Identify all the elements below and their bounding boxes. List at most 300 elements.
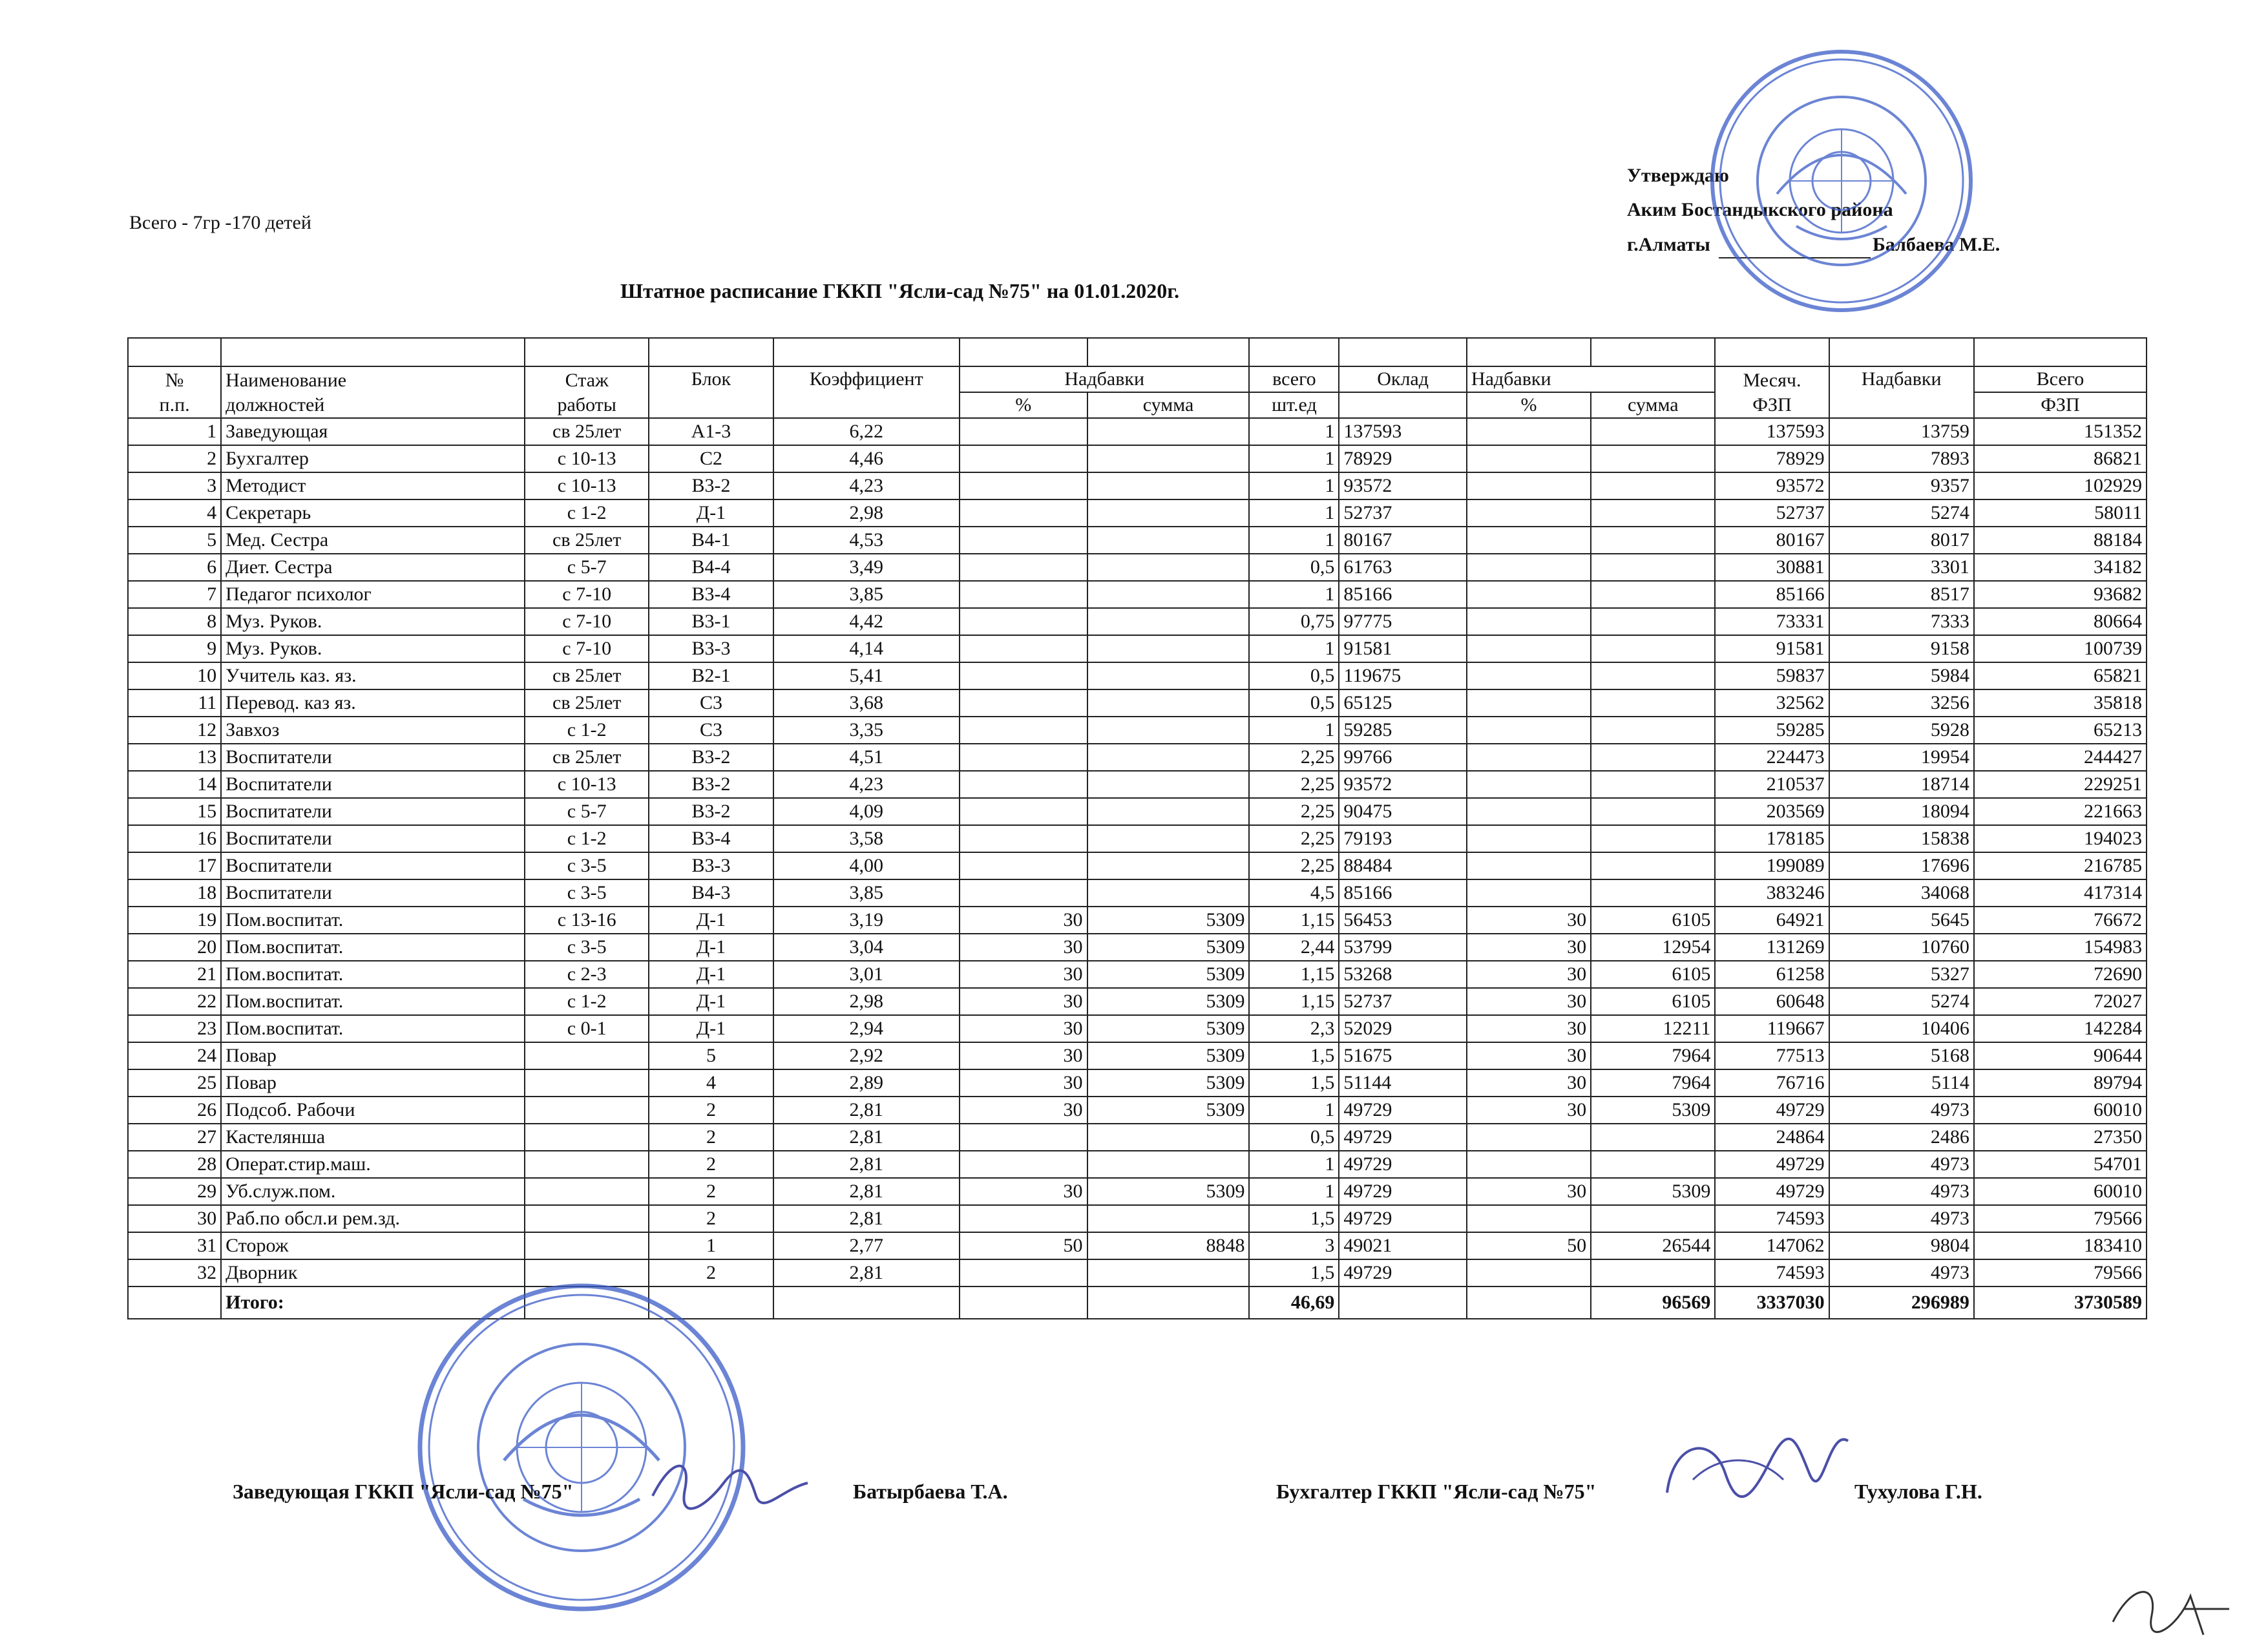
- block-cell: В3-2: [649, 798, 773, 825]
- coefficient-cell: 2,81: [773, 1151, 960, 1178]
- table-row: [128, 1124, 2147, 1151]
- monthly-fzp-cell: 78929: [1715, 445, 1829, 472]
- experience-cell: [525, 1205, 649, 1232]
- bonus-2-sum-cell: [1591, 879, 1715, 907]
- bonus-2-percent-cell: 30: [1467, 1097, 1591, 1124]
- header-bonus-1-percent: %: [960, 392, 1087, 418]
- bonus-2-sum-cell: [1591, 1205, 1715, 1232]
- bonus-2-percent-cell: 50: [1467, 1232, 1591, 1259]
- staff-units-cell: 0,75: [1249, 608, 1339, 635]
- row-number-cell: 27: [128, 1124, 221, 1151]
- row-number-cell: 21: [128, 961, 221, 988]
- row-number-cell: 29: [128, 1178, 221, 1205]
- total-cell-blank: [1467, 1287, 1591, 1319]
- bonus-cell: 10760: [1829, 934, 1974, 961]
- bonus-2-sum-cell: [1591, 608, 1715, 635]
- total-fzp-cell: 417314: [1974, 879, 2147, 907]
- salary-cell: 93572: [1339, 472, 1467, 499]
- bonus-percent-cell: [960, 825, 1087, 852]
- coefficient-cell: 4,23: [773, 771, 960, 798]
- row-number-cell: 9: [128, 635, 221, 662]
- bonus-percent-cell: 30: [960, 988, 1087, 1015]
- salary-cell: 49729: [1339, 1205, 1467, 1232]
- staff-units-cell: 2,3: [1249, 1015, 1339, 1042]
- bonus-sum-cell: [1087, 445, 1250, 472]
- table-row: [128, 717, 2147, 744]
- salary-cell: 85166: [1339, 879, 1467, 907]
- experience-cell: [525, 1042, 649, 1069]
- bonus-cell: 9158: [1829, 635, 1974, 662]
- table-row: [128, 418, 2147, 445]
- header-position: Наименование должностей: [221, 366, 525, 418]
- experience-cell: св 25лет: [525, 689, 649, 717]
- table-row: [128, 608, 2147, 635]
- bonus-sum-cell: 8848: [1087, 1232, 1250, 1259]
- bonus-sum-cell: [1087, 1205, 1250, 1232]
- staff-units-cell: 1,15: [1249, 988, 1339, 1015]
- total-fzp-cell: 79566: [1974, 1205, 2147, 1232]
- monthly-fzp-cell: 32562: [1715, 689, 1829, 717]
- bonus-sum-cell: [1087, 1151, 1250, 1178]
- staff-units-cell: 1,5: [1249, 1069, 1339, 1097]
- coefficient-cell: 2,94: [773, 1015, 960, 1042]
- bonus-cell: 4973: [1829, 1259, 1974, 1287]
- bonus-2-sum-cell: [1591, 1124, 1715, 1151]
- bonus-2-sum-cell: [1591, 554, 1715, 581]
- block-cell: В2-1: [649, 662, 773, 689]
- position-name-cell: Перевод. каз яз.: [221, 689, 525, 717]
- staff-units-cell: 2,25: [1249, 825, 1339, 852]
- bonus-sum-cell: [1087, 472, 1250, 499]
- monthly-fzp-cell: 91581: [1715, 635, 1829, 662]
- bonus-2-percent-cell: [1467, 581, 1591, 608]
- header-bonus-1-sum: сумма: [1087, 392, 1250, 418]
- total-fzp-cell: 221663: [1974, 798, 2147, 825]
- coefficient-cell: 2,98: [773, 499, 960, 527]
- footer-accountant-name: Тухулова Г.Н.: [1854, 1480, 1982, 1503]
- bonus-2-percent-cell: 30: [1467, 1042, 1591, 1069]
- total-cell-blank: [1087, 1287, 1250, 1319]
- total-cell-blank: [773, 1287, 960, 1319]
- bonus-percent-cell: [960, 717, 1087, 744]
- table-header-row-1: [128, 366, 2147, 392]
- bonus-percent-cell: [960, 1259, 1087, 1287]
- block-cell: 2: [649, 1205, 773, 1232]
- bonus-2-percent-cell: [1467, 472, 1591, 499]
- bonus-2-percent-cell: [1467, 635, 1591, 662]
- experience-cell: с 1-2: [525, 499, 649, 527]
- bonus-cell: 4973: [1829, 1151, 1974, 1178]
- row-number-cell: 25: [128, 1069, 221, 1097]
- salary-cell: 52737: [1339, 988, 1467, 1015]
- bonus-percent-cell: [960, 1124, 1087, 1151]
- salary-cell: 59285: [1339, 717, 1467, 744]
- coefficient-cell: 3,01: [773, 961, 960, 988]
- table-row: [128, 635, 2147, 662]
- position-name-cell: Методист: [221, 472, 525, 499]
- bonus-sum-cell: [1087, 825, 1250, 852]
- bonus-cell: 5984: [1829, 662, 1974, 689]
- row-number-cell: 3: [128, 472, 221, 499]
- bonus-cell: 18094: [1829, 798, 1974, 825]
- position-name-cell: Кастелянша: [221, 1124, 525, 1151]
- monthly-fzp-cell: 131269: [1715, 934, 1829, 961]
- bonus-2-sum-cell: [1591, 1259, 1715, 1287]
- salary-cell: 88484: [1339, 852, 1467, 879]
- bonus-sum-cell: 5309: [1087, 934, 1250, 961]
- bonus-2-sum-cell: [1591, 581, 1715, 608]
- monthly-fzp-cell: 73331: [1715, 608, 1829, 635]
- total-fzp-cell: 35818: [1974, 689, 2147, 717]
- total-fzp-cell: 154983: [1974, 934, 2147, 961]
- bonus-cell: 4973: [1829, 1178, 1974, 1205]
- position-name-cell: Пом.воспитат.: [221, 907, 525, 934]
- table-row: [128, 879, 2147, 907]
- bonus-sum-cell: [1087, 852, 1250, 879]
- bonus-2-sum-cell: [1591, 445, 1715, 472]
- row-number-cell: 22: [128, 988, 221, 1015]
- monthly-fzp-cell: 119667: [1715, 1015, 1829, 1042]
- coefficient-cell: 3,85: [773, 581, 960, 608]
- total-children-note: Всего - 7гр -170 детей: [129, 212, 311, 233]
- accountant-signature-icon: [1654, 1415, 1861, 1518]
- salary-cell: 65125: [1339, 689, 1467, 717]
- bonus-cell: 5928: [1829, 717, 1974, 744]
- bonus-cell: 13759: [1829, 418, 1974, 445]
- bonus-percent-cell: 30: [960, 1178, 1087, 1205]
- bonus-sum-cell: [1087, 879, 1250, 907]
- bonus-cell: 9804: [1829, 1232, 1974, 1259]
- coefficient-cell: 4,46: [773, 445, 960, 472]
- row-number-cell: 30: [128, 1205, 221, 1232]
- staff-units-cell: 1: [1249, 581, 1339, 608]
- coefficient-cell: 2,77: [773, 1232, 960, 1259]
- block-cell: Д-1: [649, 1015, 773, 1042]
- bonus-2-percent-cell: [1467, 527, 1591, 554]
- staff-units-cell: 1: [1249, 445, 1339, 472]
- block-cell: 2: [649, 1151, 773, 1178]
- row-number-cell: 19: [128, 907, 221, 934]
- block-cell: В4-1: [649, 527, 773, 554]
- monthly-fzp-cell: 93572: [1715, 472, 1829, 499]
- bonus-sum-cell: 5309: [1087, 1097, 1250, 1124]
- block-cell: В4-3: [649, 879, 773, 907]
- block-cell: А1-3: [649, 418, 773, 445]
- bonus-2-sum-cell: [1591, 798, 1715, 825]
- bonus-2-sum-cell: 6105: [1591, 907, 1715, 934]
- staff-units-cell: 1: [1249, 527, 1339, 554]
- block-cell: 2: [649, 1259, 773, 1287]
- total-bonus: 296989: [1829, 1287, 1974, 1319]
- block-cell: 2: [649, 1097, 773, 1124]
- block-cell: С2: [649, 445, 773, 472]
- bonus-2-sum-cell: [1591, 771, 1715, 798]
- bonus-cell: 4973: [1829, 1205, 1974, 1232]
- row-number-cell: 1: [128, 418, 221, 445]
- total-fzp-cell: 88184: [1974, 527, 2147, 554]
- position-name-cell: Пом.воспитат.: [221, 934, 525, 961]
- bonus-sum-cell: 5309: [1087, 1069, 1250, 1097]
- header-total-units: всего: [1249, 366, 1339, 392]
- experience-cell: с 1-2: [525, 988, 649, 1015]
- block-cell: В3-4: [649, 581, 773, 608]
- bonus-sum-cell: [1087, 744, 1250, 771]
- bonus-2-sum-cell: [1591, 852, 1715, 879]
- position-name-cell: Педагог психолог: [221, 581, 525, 608]
- bonus-cell: 5114: [1829, 1069, 1974, 1097]
- position-name-cell: Раб.по обсл.и рем.зд.: [221, 1205, 525, 1232]
- position-name-cell: Уб.служ.пом.: [221, 1178, 525, 1205]
- total-fzp-cell: 58011: [1974, 499, 2147, 527]
- bonus-cell: 8517: [1829, 581, 1974, 608]
- block-cell: Д-1: [649, 934, 773, 961]
- bonus-2-percent-cell: 30: [1467, 961, 1591, 988]
- monthly-fzp-cell: 199089: [1715, 852, 1829, 879]
- bonus-sum-cell: 5309: [1087, 988, 1250, 1015]
- total-fzp-cell: 194023: [1974, 825, 2147, 852]
- bonus-2-percent-cell: [1467, 689, 1591, 717]
- row-number-cell: 2: [128, 445, 221, 472]
- bonus-2-sum-cell: [1591, 717, 1715, 744]
- table-header-spacer-row: [128, 338, 2147, 366]
- bonus-2-percent-cell: [1467, 879, 1591, 907]
- total-cell-blank: [1339, 1287, 1467, 1319]
- coefficient-cell: 3,35: [773, 717, 960, 744]
- bonus-percent-cell: [960, 527, 1087, 554]
- salary-cell: 137593: [1339, 418, 1467, 445]
- total-grand: 3730589: [1974, 1287, 2147, 1319]
- experience-cell: с 3-5: [525, 934, 649, 961]
- staff-units-cell: 2,25: [1249, 771, 1339, 798]
- bonus-sum-cell: [1087, 608, 1250, 635]
- total-fzp-cell: 65213: [1974, 717, 2147, 744]
- bonus-2-percent-cell: [1467, 445, 1591, 472]
- staff-units-cell: 1: [1249, 1097, 1339, 1124]
- approval-name: Балбаева М.Е.: [1873, 234, 2000, 255]
- coefficient-cell: 3,85: [773, 879, 960, 907]
- block-cell: В3-4: [649, 825, 773, 852]
- table-row: [128, 662, 2147, 689]
- monthly-fzp-cell: 210537: [1715, 771, 1829, 798]
- total-fzp-cell: 102929: [1974, 472, 2147, 499]
- table-row: [128, 1042, 2147, 1069]
- bonus-percent-cell: [960, 418, 1087, 445]
- experience-cell: с 0-1: [525, 1015, 649, 1042]
- coefficient-cell: 4,42: [773, 608, 960, 635]
- bonus-percent-cell: 30: [960, 1069, 1087, 1097]
- table-row: [128, 1097, 2147, 1124]
- total-fzp-cell: 54701: [1974, 1151, 2147, 1178]
- monthly-fzp-cell: 61258: [1715, 961, 1829, 988]
- position-name-cell: Диет. Сестра: [221, 554, 525, 581]
- total-label: Итого:: [221, 1287, 525, 1319]
- bonus-sum-cell: [1087, 662, 1250, 689]
- total-cell-blank: [960, 1287, 1087, 1319]
- monthly-fzp-cell: 76716: [1715, 1069, 1829, 1097]
- coefficient-cell: 4,14: [773, 635, 960, 662]
- header-total-units-2: шт.ед: [1249, 392, 1339, 418]
- bonus-percent-cell: 30: [960, 961, 1087, 988]
- bonus-percent-cell: 30: [960, 934, 1087, 961]
- monthly-fzp-cell: 64921: [1715, 907, 1829, 934]
- bonus-sum-cell: 5309: [1087, 1178, 1250, 1205]
- row-number-cell: 14: [128, 771, 221, 798]
- monthly-fzp-cell: 80167: [1715, 527, 1829, 554]
- row-number-cell: 13: [128, 744, 221, 771]
- bonus-percent-cell: [960, 1151, 1087, 1178]
- bonus-2-sum-cell: 7964: [1591, 1042, 1715, 1069]
- block-cell: В4-4: [649, 554, 773, 581]
- bonus-2-percent-cell: 30: [1467, 934, 1591, 961]
- block-cell: В3-3: [649, 635, 773, 662]
- bonus-percent-cell: 30: [960, 907, 1087, 934]
- monthly-fzp-cell: 52737: [1715, 499, 1829, 527]
- total-fzp-cell: 80664: [1974, 608, 2147, 635]
- header-monthly-fzp: Месяч. ФЗП: [1715, 366, 1829, 418]
- block-cell: 2: [649, 1124, 773, 1151]
- table-row: [128, 907, 2147, 934]
- coefficient-cell: 3,49: [773, 554, 960, 581]
- header-number: № п.п.: [128, 366, 221, 418]
- approval-line-2: Аким Бостандыкского района: [1627, 199, 1893, 220]
- experience-cell: с 10-13: [525, 445, 649, 472]
- total-units: 46,69: [1249, 1287, 1339, 1319]
- bonus-2-sum-cell: 5309: [1591, 1178, 1715, 1205]
- total-fzp-cell: 76672: [1974, 907, 2147, 934]
- staff-units-cell: 2,25: [1249, 852, 1339, 879]
- table-row: [128, 689, 2147, 717]
- coefficient-cell: 4,53: [773, 527, 960, 554]
- block-cell: В3-2: [649, 744, 773, 771]
- staff-units-cell: 1,15: [1249, 961, 1339, 988]
- block-cell: Д-1: [649, 961, 773, 988]
- staff-units-cell: 2,44: [1249, 934, 1339, 961]
- bonus-percent-cell: [960, 852, 1087, 879]
- bonus-2-percent-cell: [1467, 1205, 1591, 1232]
- bonus-cell: 10406: [1829, 1015, 1974, 1042]
- bonus-sum-cell: 5309: [1087, 961, 1250, 988]
- bonus-2-percent-cell: 30: [1467, 1178, 1591, 1205]
- experience-cell: [525, 1232, 649, 1259]
- staff-units-cell: 1,5: [1249, 1205, 1339, 1232]
- experience-cell: св 25лет: [525, 744, 649, 771]
- position-name-cell: Учитель каз. яз.: [221, 662, 525, 689]
- row-number-cell: 6: [128, 554, 221, 581]
- bonus-2-sum-cell: 26544: [1591, 1232, 1715, 1259]
- salary-cell: 49729: [1339, 1151, 1467, 1178]
- bonus-2-percent-cell: [1467, 1124, 1591, 1151]
- bonus-cell: 15838: [1829, 825, 1974, 852]
- bonus-cell: 4973: [1829, 1097, 1974, 1124]
- row-number-cell: 8: [128, 608, 221, 635]
- bonus-cell: 17696: [1829, 852, 1974, 879]
- experience-cell: с 5-7: [525, 554, 649, 581]
- row-number-cell: 5: [128, 527, 221, 554]
- row-number-cell: 16: [128, 825, 221, 852]
- position-name-cell: Муз. Руков.: [221, 608, 525, 635]
- row-number-cell: 20: [128, 934, 221, 961]
- experience-cell: св 25лет: [525, 418, 649, 445]
- position-name-cell: Операт.стир.маш.: [221, 1151, 525, 1178]
- table-row: [128, 988, 2147, 1015]
- row-number-cell: 15: [128, 798, 221, 825]
- bonus-2-percent-cell: [1467, 1259, 1591, 1287]
- staff-units-cell: 1: [1249, 418, 1339, 445]
- total-fzp-cell: 93682: [1974, 581, 2147, 608]
- footer-accountant-label: Бухгалтер ГККП "Ясли-сад №75": [1276, 1480, 1597, 1503]
- staff-units-cell: 0,5: [1249, 554, 1339, 581]
- bonus-2-sum-cell: 5309: [1591, 1097, 1715, 1124]
- total-fzp-cell: 90644: [1974, 1042, 2147, 1069]
- staff-units-cell: 4,5: [1249, 879, 1339, 907]
- header-bonus-2-percent: %: [1467, 392, 1591, 418]
- position-name-cell: Бухгалтер: [221, 445, 525, 472]
- salary-cell: 79193: [1339, 825, 1467, 852]
- monthly-fzp-cell: 49729: [1715, 1178, 1829, 1205]
- coefficient-cell: 2,81: [773, 1124, 960, 1151]
- bonus-percent-cell: [960, 472, 1087, 499]
- experience-cell: с 3-5: [525, 879, 649, 907]
- monthly-fzp-cell: 383246: [1715, 879, 1829, 907]
- corner-initials-icon: [2106, 1570, 2236, 1641]
- coefficient-cell: 3,58: [773, 825, 960, 852]
- coefficient-cell: 4,09: [773, 798, 960, 825]
- bonus-2-sum-cell: [1591, 1151, 1715, 1178]
- bonus-cell: 3301: [1829, 554, 1974, 581]
- position-name-cell: Повар: [221, 1069, 525, 1097]
- row-number-cell: 18: [128, 879, 221, 907]
- bonus-cell: 5645: [1829, 907, 1974, 934]
- position-name-cell: Воспитатели: [221, 852, 525, 879]
- bonus-2-percent-cell: 30: [1467, 1069, 1591, 1097]
- head-signature-icon: [646, 1451, 814, 1522]
- position-name-cell: Мед. Сестра: [221, 527, 525, 554]
- bonus-cell: 2486: [1829, 1124, 1974, 1151]
- total-fzp-cell: 60010: [1974, 1097, 2147, 1124]
- coefficient-cell: 4,51: [773, 744, 960, 771]
- total-fzp-cell: 72690: [1974, 961, 2147, 988]
- staff-units-cell: 1: [1249, 1178, 1339, 1205]
- table-row: [128, 1151, 2147, 1178]
- table-row: [128, 934, 2147, 961]
- monthly-fzp-cell: 74593: [1715, 1205, 1829, 1232]
- bonus-sum-cell: 5309: [1087, 907, 1250, 934]
- total-fzp-cell: 72027: [1974, 988, 2147, 1015]
- bonus-percent-cell: 30: [960, 1015, 1087, 1042]
- total-fzp-cell: 183410: [1974, 1232, 2147, 1259]
- bonus-sum-cell: [1087, 689, 1250, 717]
- monthly-fzp-cell: 30881: [1715, 554, 1829, 581]
- bonus-percent-cell: [960, 662, 1087, 689]
- bonus-sum-cell: [1087, 554, 1250, 581]
- total-fzp-cell: 89794: [1974, 1069, 2147, 1097]
- approval-line-3: г.Алматы: [1627, 234, 1710, 255]
- staff-units-cell: 1: [1249, 499, 1339, 527]
- salary-cell: 53799: [1339, 934, 1467, 961]
- bonus-sum-cell: [1087, 635, 1250, 662]
- total-cell-blank: [128, 1287, 221, 1319]
- bonus-2-percent-cell: [1467, 717, 1591, 744]
- bonus-sum-cell: [1087, 1124, 1250, 1151]
- monthly-fzp-cell: 59837: [1715, 662, 1829, 689]
- coefficient-cell: 3,68: [773, 689, 960, 717]
- block-cell: 2: [649, 1178, 773, 1205]
- total-fzp-cell: 142284: [1974, 1015, 2147, 1042]
- bonus-cell: 7333: [1829, 608, 1974, 635]
- experience-cell: с 13-16: [525, 907, 649, 934]
- total-fzp-cell: 229251: [1974, 771, 2147, 798]
- total-fzp: 3337030: [1715, 1287, 1829, 1319]
